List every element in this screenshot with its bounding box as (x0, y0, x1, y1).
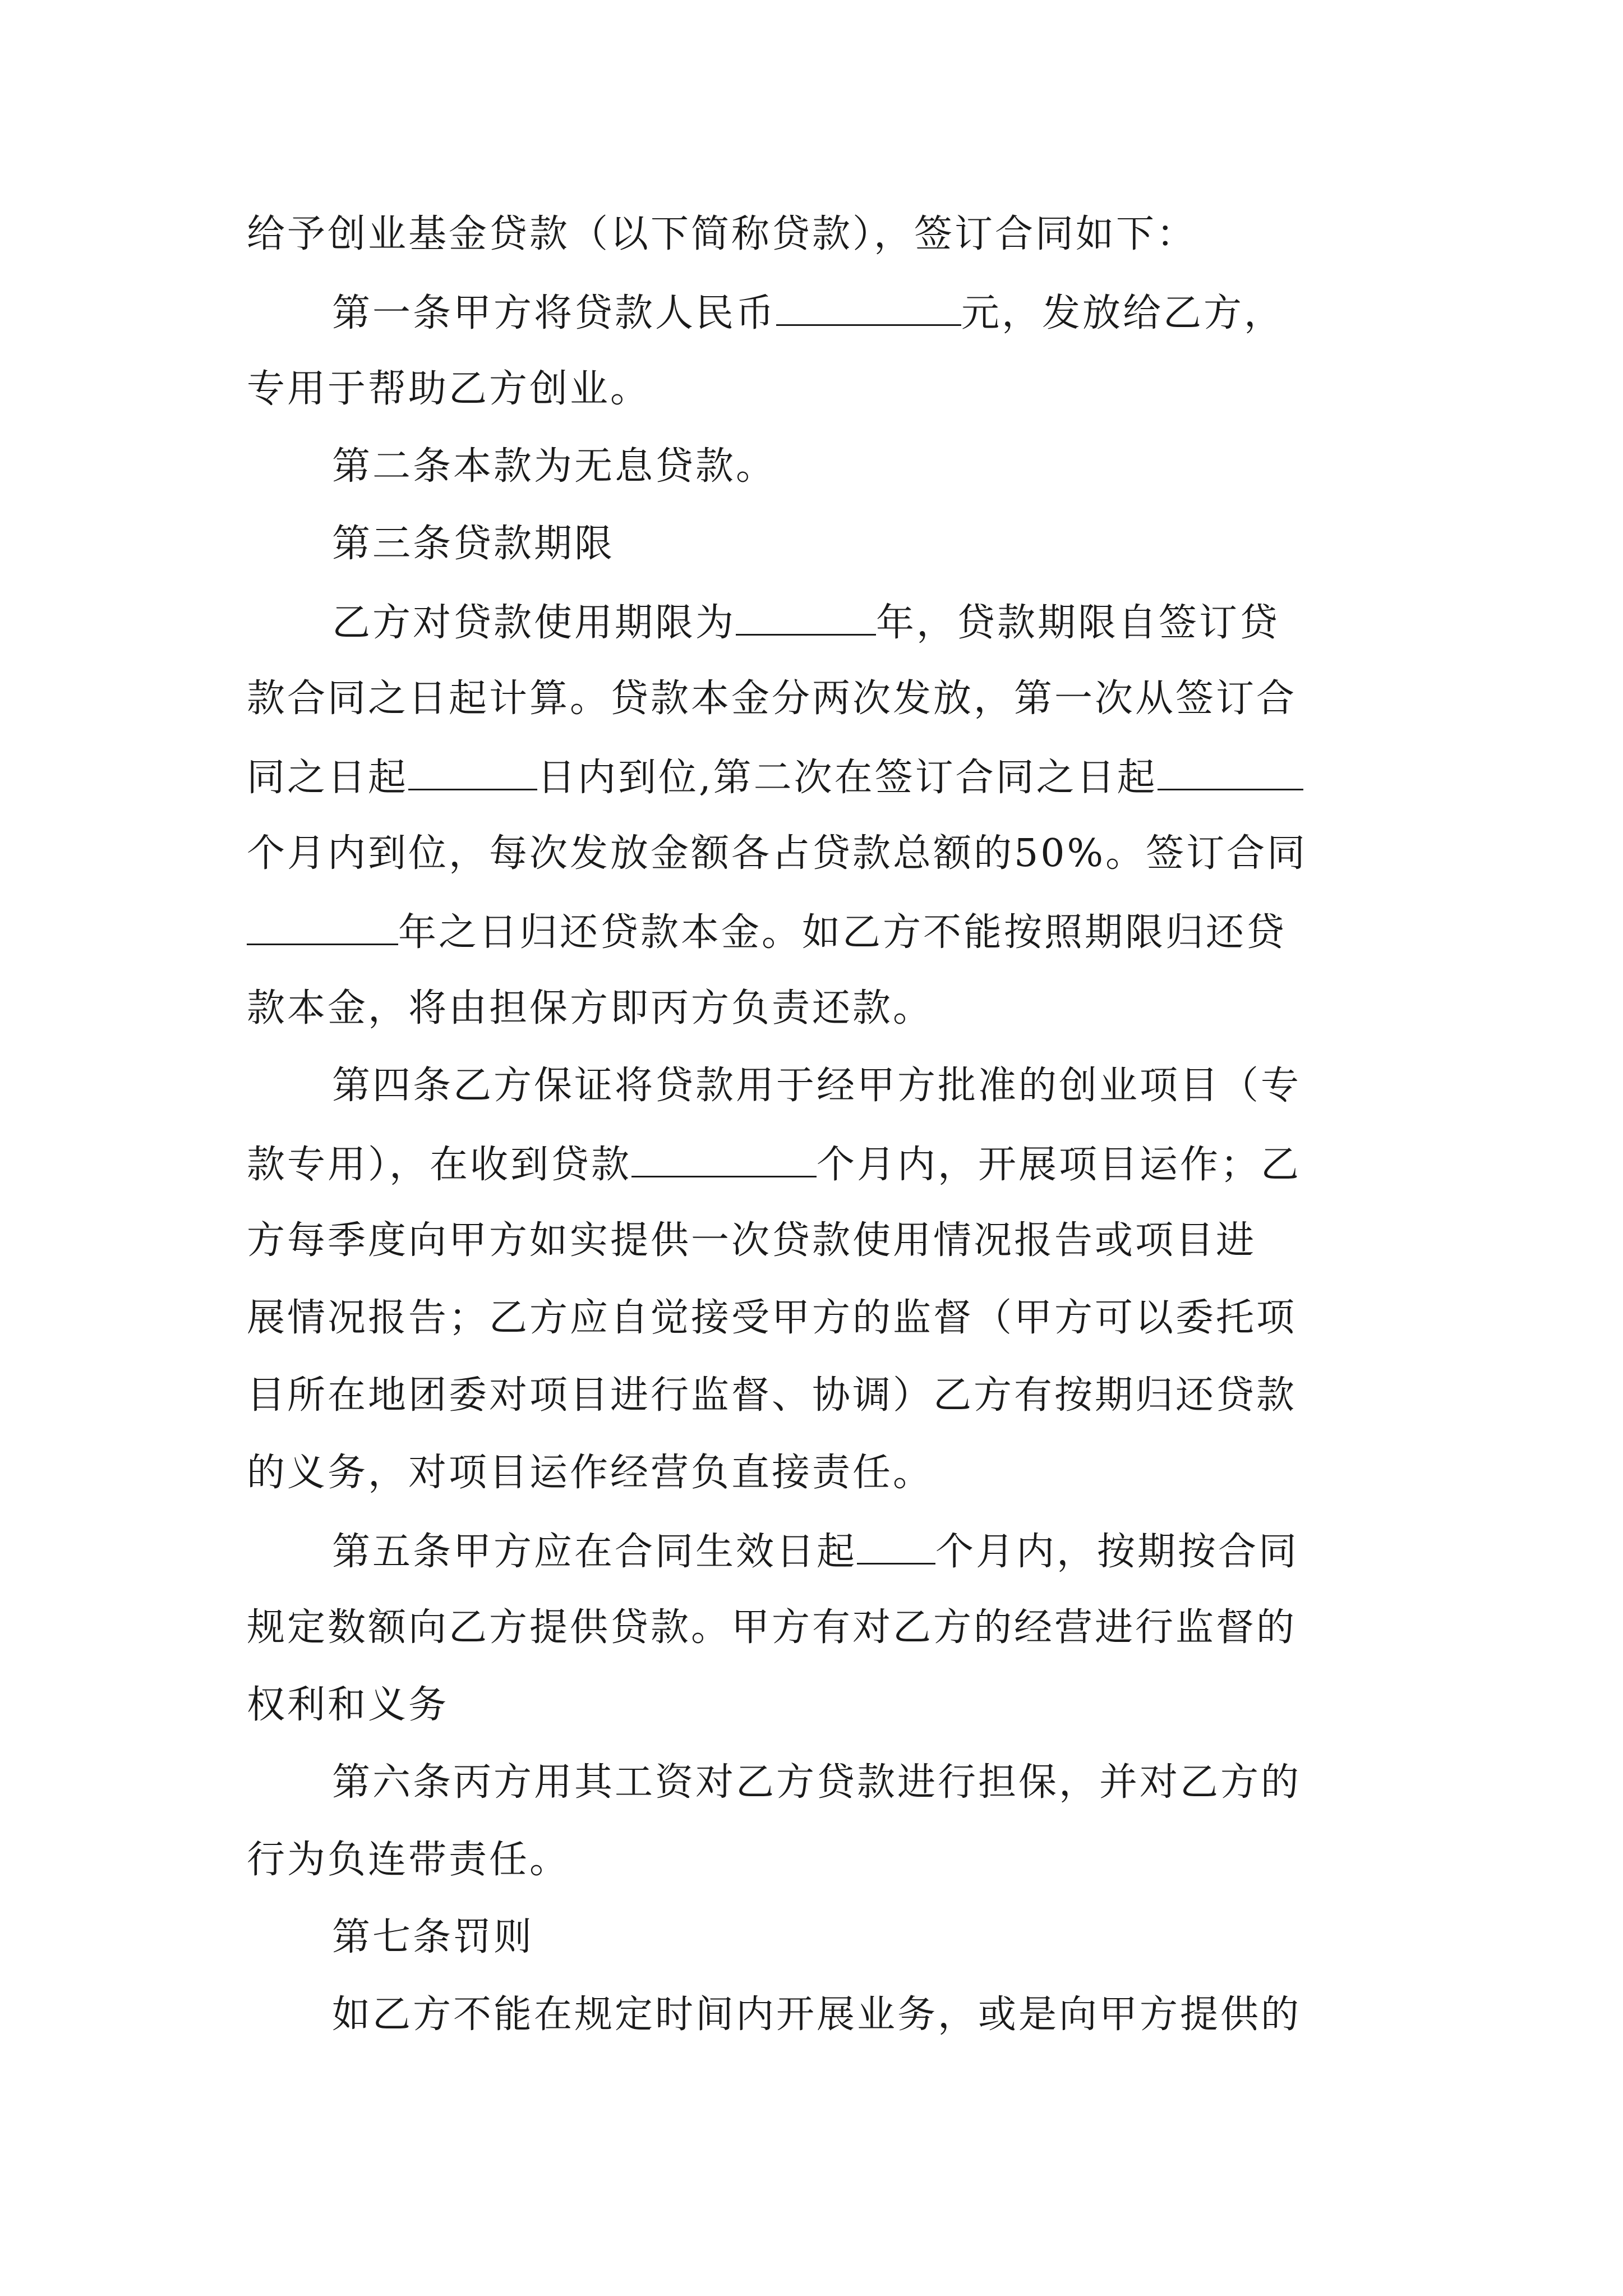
blank-field (631, 1141, 817, 1177)
text-span: 第四条乙方保证将贷款用于经甲方批准的创业项目（专 (332, 1064, 1302, 1108)
text-span: 第五条甲方应在合同生效日起 (332, 1530, 857, 1574)
text-span: 日内到位,第二次在签订合同之日起 (537, 756, 1158, 800)
blank-field (857, 1528, 935, 1565)
blank-field (247, 909, 398, 945)
article-4-line (247, 1064, 1387, 1108)
text-span: 如乙方不能在规定时间内开展业务，或是向甲方提供的 (332, 1993, 1302, 2037)
paragraph-line (247, 1218, 1387, 1263)
article-6-line (247, 1760, 1387, 1805)
text-span: 乙方对贷款使用期限为 (332, 601, 736, 645)
paragraph-line (247, 677, 1387, 721)
paragraph-line (247, 831, 1387, 876)
text-span: 权利和义务 (247, 1683, 449, 1727)
paragraph-line (247, 1993, 1387, 2037)
text-span: 个月内到位，每次发放金额各占贷款总额的50%。签订合同 (247, 831, 1308, 876)
text-span: 行为负连带责任。 (247, 1838, 570, 1882)
text-span: 款合同之日起计算。贷款本金分两次发放，第一次从签订合 (247, 677, 1297, 721)
article-3-heading (247, 522, 1387, 567)
paragraph-line (247, 599, 1387, 644)
text-span: 方每季度向甲方如实提供一次贷款使用情况报告或项目进 (247, 1218, 1257, 1263)
paragraph-line (247, 1373, 1387, 1418)
paragraph-line (247, 754, 1387, 799)
paragraph-line (247, 367, 1387, 412)
paragraph-line (247, 909, 1387, 954)
text-span: 规定数额向乙方提供贷款。甲方有对乙方的经营进行监督的 (247, 1605, 1297, 1650)
text-span: 给予创业基金贷款（以下简称贷款），签订合同如下： (247, 212, 1197, 256)
paragraph-line (247, 212, 1387, 257)
blank-field (408, 754, 537, 790)
article-2-line (247, 444, 1387, 489)
article-5-line (247, 1528, 1387, 1573)
text-span: 第一条甲方将贷款人民币 (332, 291, 777, 335)
text-span: 元，发放给乙方， (961, 291, 1285, 335)
blank-field (776, 289, 961, 326)
paragraph-line (247, 1451, 1387, 1496)
text-span: 年，贷款期限自签订贷 (876, 601, 1280, 645)
text-span: 同之日起 (247, 756, 409, 800)
paragraph-line (247, 1141, 1387, 1186)
text-span: 第六条丙方用其工资对乙方贷款进行担保，并对乙方的 (332, 1760, 1302, 1805)
paragraph-line (247, 986, 1387, 1031)
text-span: 第三条贷款期限 (332, 522, 615, 566)
text-span: 展情况报告；乙方应自觉接受甲方的监督（甲方可以委托项 (247, 1296, 1297, 1340)
paragraph-line (247, 1838, 1387, 1883)
article-7-heading (247, 1915, 1387, 1960)
text-span: 的义务，对项目运作经营负直接责任。 (247, 1451, 934, 1495)
text-span: 款本金，将由担保方即丙方负责还款。 (247, 986, 934, 1030)
text-span: 个月内，按期按合同 (935, 1530, 1299, 1574)
text-span: 专用于帮助乙方创业。 (247, 367, 651, 411)
article-1-line (247, 289, 1387, 334)
paragraph-line (247, 1683, 1387, 1728)
text-span: 款专用），在收到贷款 (247, 1143, 632, 1187)
blank-field (1158, 754, 1303, 790)
text-span: 第二条本款为无息贷款。 (332, 444, 777, 489)
paragraph-line (247, 1605, 1387, 1650)
text-span: 年之日归还贷款本金。如乙方不能按照期限归还贷 (398, 910, 1287, 955)
paragraph-line (247, 1296, 1387, 1341)
document-body (247, 212, 1387, 2070)
text-span: 第七条罚则 (332, 1915, 534, 1959)
text-span: 目所在地团委对项目进行监督、协调）乙方有按期归还贷款 (247, 1373, 1297, 1418)
blank-field (736, 599, 876, 636)
text-span: 个月内，开展项目运作；乙 (817, 1143, 1302, 1187)
